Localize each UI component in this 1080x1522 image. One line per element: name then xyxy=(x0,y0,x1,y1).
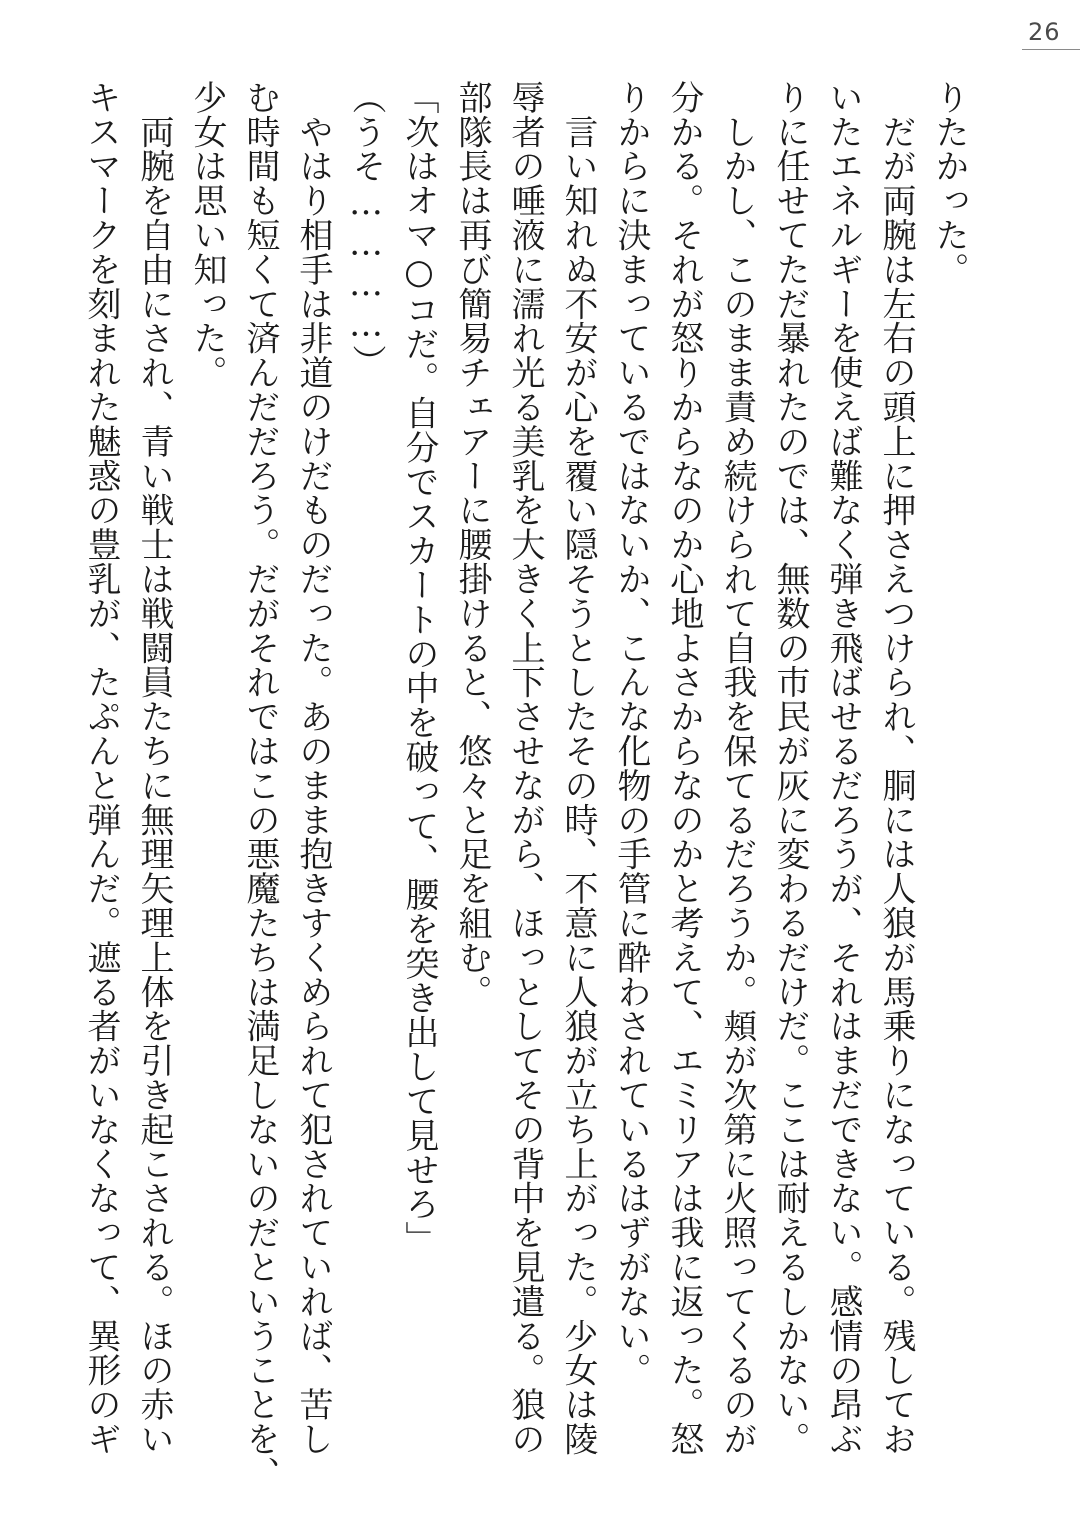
text-line: 少女は思い知った。 xyxy=(187,80,227,390)
text-line: やはり相手は非道のけだものだった。あのまま抱きすくめられて犯されていれば、苦し xyxy=(293,80,333,1456)
text-line: 辱者の唾液に濡れ光る美乳を大きく上下させながら、ほっとしてその背中を見遣る。狼の xyxy=(505,80,545,1456)
text-line: りからに決まっているではないか、こんな化物の手管に酔わされているはずがない。 xyxy=(611,80,651,1388)
text-line: 両腕を自由にされ、青い戦士は戦闘員たちに無理矢理上体を引き起こされる。ほの赤い xyxy=(134,80,174,1456)
text-line: だが両腕は左右の頭上に押さえつけられ、胴には人狼が馬乗りになっている。残してお xyxy=(876,80,916,1456)
text-line: 「次はオマ○コだ。自分でスカートの中を破って、腰を突き出して見せろ」 xyxy=(399,80,439,1256)
text-line: キスマークを刻まれた魅惑の豊乳が、たぷんと弾んだ。遮る者がいなくなって、異形のギ xyxy=(81,80,121,1456)
text-line: 言い知れぬ不安が心を覆い隠そうとしたその時、不意に人狼が立ち上がった。少女は陵 xyxy=(558,80,598,1456)
text-line: 分かる。それが怒りからなのか心地よさからなのかと考えて、エミリアは我に返った。怒 xyxy=(664,80,704,1456)
page-number-rule xyxy=(1022,49,1080,50)
text-line: （うそ…………） xyxy=(346,80,386,380)
text-line: む時間も短くて済んだだろう。だがそれではこの悪魔たちは満足しないのだということを、 xyxy=(240,80,280,1491)
text-line: いたエネルギーを使えば難なく弾き飛ばせるだろうが、それはまだできない。感情の昂ぶ xyxy=(823,80,863,1456)
page-number: 26 xyxy=(1028,18,1061,46)
text-line: 部隊長は再び簡易チェアーに腰掛けると、悠々と足を組む。 xyxy=(452,80,492,1009)
text-line: しかし、このまま責め続けられて自我を保てるだろうか。頬が次第に火照ってくるのが xyxy=(717,80,757,1456)
text-line: りに任せてただ暴れたのでは、無数の市民が灰に変わるだけだ。ここは耐えるしかない。 xyxy=(770,80,810,1456)
vertical-text-block xyxy=(74,80,975,1491)
text-line: りたかった。 xyxy=(929,80,969,287)
